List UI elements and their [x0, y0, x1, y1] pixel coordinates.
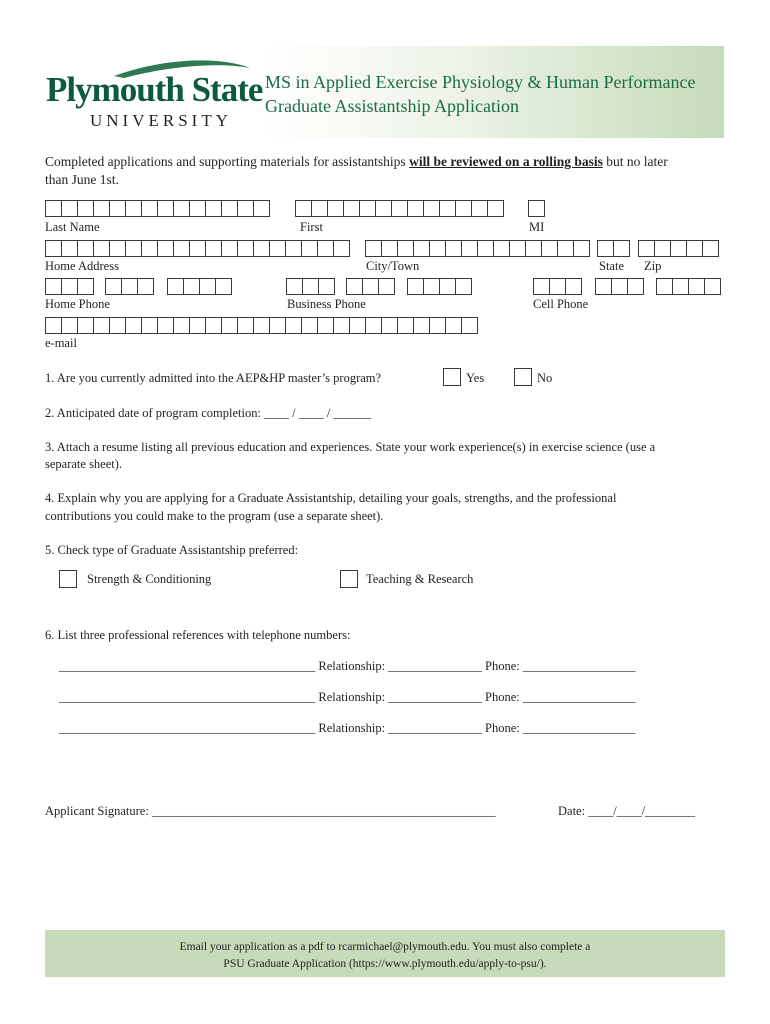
state-field[interactable]	[597, 240, 629, 258]
char-box[interactable]	[311, 200, 328, 217]
char-box[interactable]	[413, 317, 430, 334]
char-box[interactable]	[487, 200, 504, 217]
city-field[interactable]	[365, 240, 589, 258]
char-box[interactable]	[429, 317, 446, 334]
question-4-line1: 4. Explain why you are applying for a Graduate Assistantship, detailing your goals, strengths, and the professional	[45, 491, 617, 505]
char-box[interactable]	[93, 200, 110, 217]
char-box[interactable]	[221, 317, 238, 334]
char-box[interactable]	[141, 200, 158, 217]
char-box[interactable]	[215, 278, 232, 295]
char-box[interactable]	[349, 317, 366, 334]
char-box[interactable]	[397, 240, 414, 257]
char-box[interactable]	[189, 240, 206, 257]
char-box[interactable]	[173, 240, 190, 257]
char-box[interactable]	[704, 278, 721, 295]
char-box[interactable]	[533, 278, 550, 295]
reference-line[interactable]: _________________________________________ Relationship: _______________ Phone: __________________	[59, 721, 636, 735]
char-box[interactable]	[611, 278, 628, 295]
char-box[interactable]	[381, 317, 398, 334]
char-box[interactable]	[461, 240, 478, 257]
mi-field[interactable]	[528, 200, 544, 218]
strength-conditioning-label: Strength & Conditioning	[87, 572, 212, 586]
char-box[interactable]	[375, 200, 392, 217]
q1-yes-checkbox[interactable]	[443, 368, 461, 386]
char-box[interactable]	[45, 200, 62, 217]
char-box[interactable]	[423, 278, 440, 295]
char-box[interactable]	[455, 278, 472, 295]
char-box[interactable]	[61, 317, 78, 334]
char-box[interactable]	[269, 317, 286, 334]
char-box[interactable]	[333, 240, 350, 257]
char-box[interactable]	[528, 200, 545, 217]
teaching-research-checkbox[interactable]	[340, 570, 358, 588]
char-box[interactable]	[205, 200, 222, 217]
char-box[interactable]	[638, 240, 655, 257]
reference-line[interactable]: _________________________________________ Relationship: _______________ Phone: __________________	[59, 659, 636, 673]
cell-phone-number[interactable]	[656, 278, 720, 296]
mi-label: MI	[529, 220, 545, 234]
state-label: State	[599, 259, 624, 273]
char-box[interactable]	[173, 200, 190, 217]
home-address-field[interactable]	[45, 240, 349, 258]
char-box[interactable]	[317, 240, 334, 257]
char-box[interactable]	[286, 278, 303, 295]
char-box[interactable]	[77, 240, 94, 257]
question-2: 2. Anticipated date of program completion: ____ / ____ / ______	[45, 406, 371, 420]
char-box[interactable]	[557, 240, 574, 257]
char-box[interactable]	[613, 240, 630, 257]
char-box[interactable]	[381, 240, 398, 257]
char-box[interactable]	[688, 278, 705, 295]
char-box[interactable]	[121, 278, 138, 295]
char-box[interactable]	[237, 240, 254, 257]
char-box[interactable]	[109, 200, 126, 217]
email-label: e-mail	[45, 336, 77, 350]
char-box[interactable]	[137, 278, 154, 295]
char-box[interactable]	[445, 240, 462, 257]
char-box[interactable]	[549, 278, 566, 295]
char-box[interactable]	[541, 240, 558, 257]
last-name-label: Last Name	[45, 220, 100, 234]
char-box[interactable]	[285, 240, 302, 257]
char-box[interactable]	[157, 240, 174, 257]
char-box[interactable]	[109, 240, 126, 257]
char-box[interactable]	[672, 278, 689, 295]
char-box[interactable]	[93, 240, 110, 257]
char-box[interactable]	[365, 240, 382, 257]
char-box[interactable]	[301, 240, 318, 257]
home-phone-area[interactable]	[45, 278, 93, 296]
char-box[interactable]	[413, 240, 430, 257]
q1-no-label: No	[537, 371, 553, 385]
char-box[interactable]	[378, 278, 395, 295]
char-box[interactable]	[61, 240, 78, 257]
logo-wordmark: Plymouth State	[46, 70, 263, 109]
char-box[interactable]	[173, 317, 190, 334]
char-box[interactable]	[359, 200, 376, 217]
char-box[interactable]	[237, 200, 254, 217]
char-box[interactable]	[93, 317, 110, 334]
intro-emphasis: will be reviewed on a rolling basis	[409, 154, 603, 169]
char-box[interactable]	[346, 278, 363, 295]
char-box[interactable]	[362, 278, 379, 295]
question-3-line1: 3. Attach a resume listing all previous education and experiences. State your work experience(s) in exercise science (use a	[45, 440, 656, 454]
footer-line1: Email your application as a pdf to rcarmichael@plymouth.edu. You must also complete a	[179, 941, 591, 953]
char-box[interactable]	[365, 317, 382, 334]
char-box[interactable]	[237, 317, 254, 334]
q1-no-checkbox[interactable]	[514, 368, 532, 386]
char-box[interactable]	[343, 200, 360, 217]
char-box[interactable]	[654, 240, 671, 257]
first-name-label: First	[300, 220, 323, 234]
char-box[interactable]	[61, 200, 78, 217]
char-box[interactable]	[77, 278, 94, 295]
char-box[interactable]	[407, 278, 424, 295]
question-6: 6. List three professional references with telephone numbers:	[45, 628, 351, 642]
char-box[interactable]	[509, 240, 526, 257]
home-phone-number[interactable]	[167, 278, 231, 296]
char-box[interactable]	[318, 278, 335, 295]
char-box[interactable]	[141, 317, 158, 334]
question-3-line2: separate sheet).	[45, 457, 123, 471]
char-box[interactable]	[439, 278, 456, 295]
psu-logo	[44, 52, 263, 134]
char-box[interactable]	[702, 240, 719, 257]
char-box[interactable]	[493, 240, 510, 257]
char-box[interactable]	[565, 278, 582, 295]
last-name-field[interactable]	[45, 200, 269, 218]
intro-text-before: Completed applications and supporting materials for assistantships	[45, 154, 410, 169]
char-box[interactable]	[595, 278, 612, 295]
char-box[interactable]	[573, 240, 590, 257]
cell-phone-area[interactable]	[533, 278, 581, 296]
char-box[interactable]	[445, 317, 462, 334]
logo-subtitle: UNIVERSITY	[90, 111, 232, 130]
char-box[interactable]	[627, 278, 644, 295]
char-box[interactable]	[407, 200, 424, 217]
zip-label: Zip	[644, 259, 662, 273]
question-1: 1. Are you currently admitted into the AEP&HP master’s program?	[45, 371, 382, 385]
char-box[interactable]	[221, 240, 238, 257]
char-box[interactable]	[77, 317, 94, 334]
char-box[interactable]	[656, 278, 673, 295]
char-box[interactable]	[317, 317, 334, 334]
home-address-label: Home Address	[45, 259, 119, 273]
char-box[interactable]	[597, 240, 614, 257]
cell-phone-label: Cell Phone	[533, 297, 589, 311]
char-box[interactable]	[327, 200, 344, 217]
char-box[interactable]	[429, 240, 446, 257]
intro-line1	[45, 153, 668, 171]
char-box[interactable]	[391, 200, 408, 217]
char-box[interactable]	[183, 278, 200, 295]
char-box[interactable]	[439, 200, 456, 217]
char-box[interactable]	[221, 200, 238, 217]
char-box[interactable]	[455, 200, 472, 217]
char-box[interactable]	[471, 200, 488, 217]
business-phone-number[interactable]	[407, 278, 471, 296]
form-title: MS in Applied Exercise Physiology & Human Performance	[265, 72, 696, 92]
char-box[interactable]	[205, 240, 222, 257]
char-box[interactable]	[77, 200, 94, 217]
intro-line2: than June 1st.	[45, 172, 119, 187]
reference-line[interactable]: _________________________________________ Relationship: _______________ Phone: __________________	[59, 690, 636, 704]
char-box[interactable]	[253, 200, 270, 217]
applicant-signature-line[interactable]: Applicant Signature: _______________________________________________________	[45, 804, 496, 818]
char-box[interactable]	[461, 317, 478, 334]
city-label: City/Town	[366, 259, 420, 273]
char-box[interactable]	[397, 317, 414, 334]
signature-date-line[interactable]: Date: ____/____/________	[558, 804, 696, 818]
home-phone-prefix[interactable]	[105, 278, 153, 296]
business-phone-label: Business Phone	[287, 297, 366, 311]
q1-yes-label: Yes	[466, 371, 485, 385]
char-box[interactable]	[525, 240, 542, 257]
email-field[interactable]	[45, 317, 477, 335]
char-box[interactable]	[205, 317, 222, 334]
char-box[interactable]	[301, 317, 318, 334]
first-name-field[interactable]	[295, 200, 503, 218]
char-box[interactable]	[253, 240, 270, 257]
char-box[interactable]	[269, 240, 286, 257]
char-box[interactable]	[45, 317, 62, 334]
home-phone-label: Home Phone	[45, 297, 110, 311]
char-box[interactable]	[125, 200, 142, 217]
form-subtitle: Graduate Assistantship Application	[265, 96, 519, 116]
business-phone-area[interactable]	[286, 278, 334, 296]
strength-conditioning-checkbox[interactable]	[59, 570, 77, 588]
char-box[interactable]	[333, 317, 350, 334]
char-box[interactable]	[157, 200, 174, 217]
footer-line2: PSU Graduate Application (https://www.plymouth.edu/apply-to-psu/).	[223, 958, 547, 970]
question-5: 5. Check type of Graduate Assistantship preferred:	[45, 543, 299, 557]
char-box[interactable]	[302, 278, 319, 295]
char-box[interactable]	[423, 200, 440, 217]
business-phone-prefix[interactable]	[346, 278, 394, 296]
char-box[interactable]	[686, 240, 703, 257]
char-box[interactable]	[125, 240, 142, 257]
char-box[interactable]	[189, 317, 206, 334]
zip-field[interactable]	[638, 240, 718, 258]
char-box[interactable]	[295, 200, 312, 217]
char-box[interactable]	[285, 317, 302, 334]
char-box[interactable]	[61, 278, 78, 295]
intro-text-after: but no later	[602, 154, 668, 169]
char-box[interactable]	[189, 200, 206, 217]
char-box[interactable]	[167, 278, 184, 295]
char-box[interactable]	[253, 317, 270, 334]
char-box[interactable]	[157, 317, 174, 334]
char-box[interactable]	[109, 317, 126, 334]
char-box[interactable]	[199, 278, 216, 295]
char-box[interactable]	[45, 278, 62, 295]
char-box[interactable]	[141, 240, 158, 257]
char-box[interactable]	[477, 240, 494, 257]
char-box[interactable]	[45, 240, 62, 257]
teaching-research-label: Teaching & Research	[366, 572, 474, 586]
char-box[interactable]	[125, 317, 142, 334]
cell-phone-prefix[interactable]	[595, 278, 643, 296]
question-4-line2: contributions you could make to the program (use a separate sheet).	[45, 509, 384, 523]
char-box[interactable]	[670, 240, 687, 257]
char-box[interactable]	[105, 278, 122, 295]
